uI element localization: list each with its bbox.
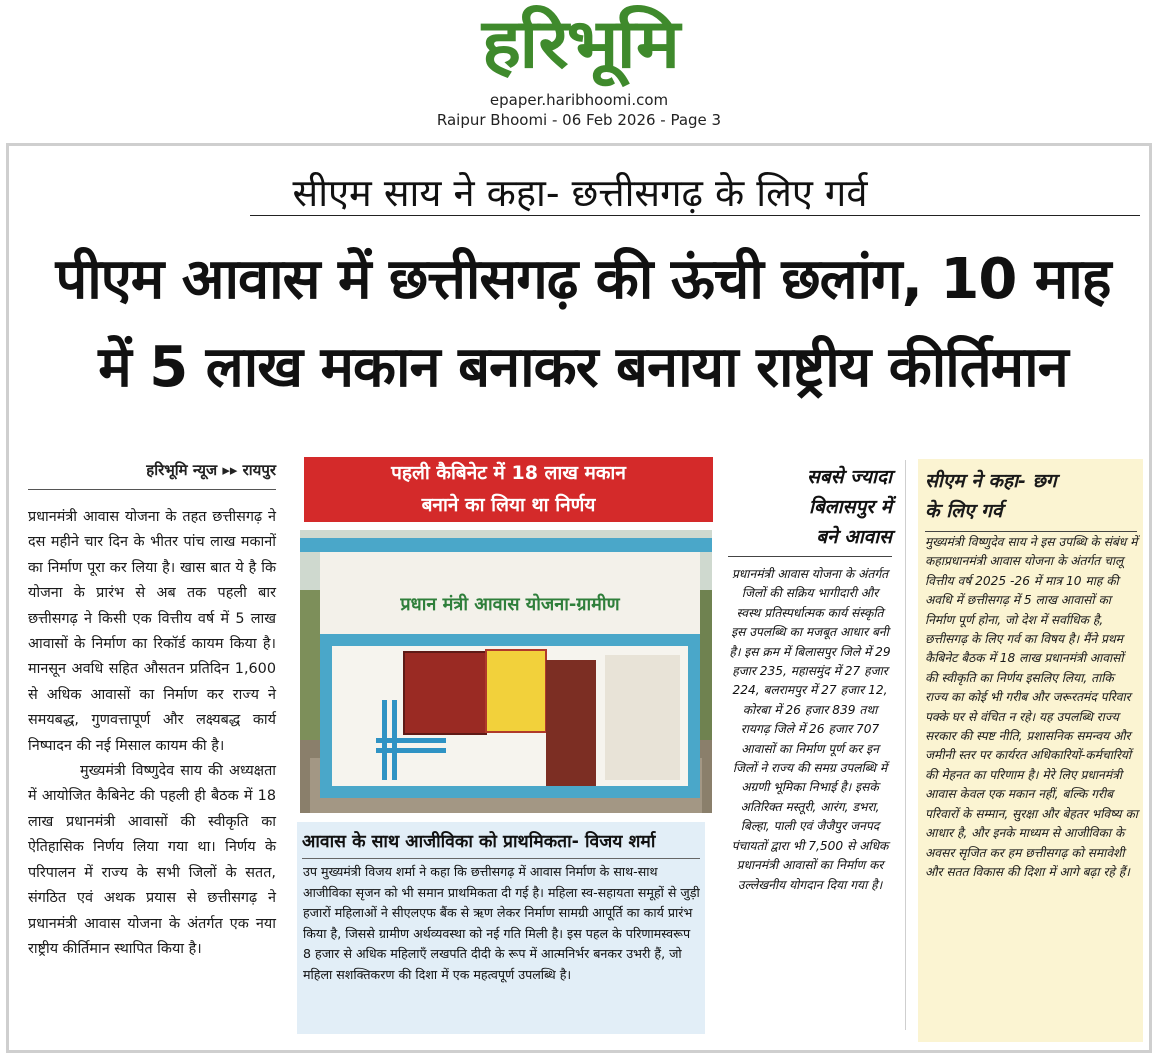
bilaspur-divider xyxy=(728,556,892,557)
bilaspur-title-line-3: बने आवास xyxy=(816,526,892,548)
cm-quote-title-line-2: के लिए गर्व xyxy=(925,500,1003,522)
site-url[interactable]: epaper.haribhoomi.com xyxy=(489,91,669,109)
photo-sign: प्रधान मंत्री आवास योजना-ग्रामीण xyxy=(400,594,620,615)
cm-quote-title-line-1: सीएम ने कहा- छग xyxy=(925,470,1057,492)
vijay-sharma-title: आवास के साथ आजीविका को प्राथमिकता- विजय शर्मा xyxy=(302,832,656,852)
headline-line-2: में 5 लाख मकान बनाकर बनाया राष्ट्रीय कीर्तिमान xyxy=(98,335,1068,400)
banner-line-1: पहली कैबिनेट में 18 लाख मकान xyxy=(391,462,626,484)
column-divider xyxy=(905,460,906,1030)
kicker-divider xyxy=(250,215,1140,216)
bilaspur-title-line-2: बिलासपुर में xyxy=(809,496,892,518)
headline-line-1: पीएम आवास में छत्तीसगढ़ की ऊंची छलांग, 10 माह xyxy=(55,247,1111,312)
logo-text: हरिभूमि xyxy=(481,4,679,84)
body-paragraph: प्रधानमंत्री आवास योजना के तहत छत्तीसगढ़ ने दस महीने चार दिन के भीतर पांच लाख मकानों का निर्माण पूरा कर लिया है। खास बात ये है कि योजना के प्रारंभ से अब तक पहली बार छत्तीसगढ़ ने किसी एक वित्तीय वर्ष में 5 लाख आवासों के निर्माण का रिकॉर्ड कायम किया है। मानसून अवधि सहित औसतन प्रतिदिन 1,600 से अधिक आवासों का निर्माण कर राज्य ने समयबद्ध, गुणवत्तापूर्ण और लक्ष्यबद्ध कार्य निष्पादन की नई मिसाल कायम की है। xyxy=(28,509,276,754)
body-paragraph: मुख्यमंत्री विष्णुदेव साय की अध्यक्षता में आयोजित कैबिनेट की पहली ही बैठक में 18 लाख प्रधानमंत्री आवासों की स्वीकृति का ऐतिहासिक निर्णय लिया गया था। निर्णय के परिपालन में राज्य के सभी जिलों के सतत, संगठित एवं अथक प्रयास से छत्तीसगढ़ ने प्रधानमंत्री आवास योजना के अंतर्गत एक नया राष्ट्रीय कीर्तिमान स्थापित किया है। xyxy=(28,763,276,957)
byline-divider xyxy=(28,489,276,490)
vijay-sharma-divider xyxy=(302,858,700,859)
bilaspur-body: प्रधानमंत्री आवास योजना के अंतर्गत जिलों की सक्रिय भागीदारी और स्वस्थ प्रतिस्पर्धात्मक कार्य संस्कृति इस उपलब्धि का मजबूत आधार बनी है। इस क्रम में बिलासपुर जिले में 29 हजार 235, महासमुंद में 27 हजार 224, बलरामपुर में 27 हजार 12, कोरबा में 26 हजार 839 तथा रायगढ़ जिले में 26 हजार 707 आवासों का निर्माण पूर्ण कर इन जिलों ने राज्य की समग्र उपलब्धि में अग्रणी भूमिका निभाई है। इसके अतिरिक्त मस्तूरी, आरंग, डभरा, बिल्हा, पाली एवं जैजैपुर जनपद पंचायतों द्वारा भी 7,500 से अधिक प्रधानमंत्री आवासों का निर्माण कर उल्लेखनीय योगदान दिया गया है। xyxy=(729,567,891,892)
haribhoomi-logo[interactable] xyxy=(420,2,740,86)
cm-quote-body: मुख्यमंत्री विष्णुदेव साय ने इस उपब्धि के संबंध में कहाप्रधानमंत्री आवास योजना के अंतर्गत चालू वित्तीय वर्ष 2025 -26 में मात्र 10 माह की अवधि में छत्तीसगढ़ में 5 लाख आवासों का निर्माण पूर्ण होना, जो देश में सर्वाधिक है, छत्तीसगढ़ के लिए गर्व का विषय है। मैंने प्रथम कैबिनेट बैठक में 18 लाख प्रधानमंत्री आवासों की स्वीकृति का निर्णय इसलिए लिया, ताकि राज्य का कोई भी गरीब और जरूरतमंद परिवार पक्के घर से वंचित न रहे। यह उपलब्धि राज्य सरकार की स्पष्ट नीति, प्रशासनिक समन्वय और जमीनी स्तर पर कार्यरत अधिकारियों-कर्मचारियों की मेहनत का परिणाम है। मेरे लिए प्रधानमंत्री आवास केवल एक मकान नहीं, बल्कि गरीब परिवारों के सम्मान, सुरक्षा और बेहतर भविष्य का आधार है, और इनके माध्यम से आजीविका के अवसर सृजित कर हम छत्तीसगढ़ को समावेशी और सतत विकास की दिशा में आगे बढ़ा रहे हैं। xyxy=(925,535,1138,879)
edition-info: Raipur Bhoomi - 06 Feb 2026 - Page 3 xyxy=(436,111,722,129)
masthead xyxy=(0,0,1158,140)
article-kicker: सीएम साय ने कहा- छत्तीसगढ़ के लिए गर्व xyxy=(292,171,868,215)
article-headline xyxy=(18,236,1148,412)
cabinet-decision-banner xyxy=(304,457,713,522)
bilaspur-title xyxy=(728,462,892,552)
cm-quote-divider xyxy=(925,531,1137,532)
vijay-sharma-body: उप मुख्यमंत्री विजय शर्मा ने कहा कि छत्तीसगढ़ में आवास निर्माण के साथ-साथ आजीविका सृजन को भी समान प्राथमिकता दी गई है। महिला स्व-सहायता समूहों से जुड़ी हजारों महिलाओं ने सीएलएफ बैंक से ऋण लेकर निर्माण सामग्री आपूर्ति का कार्य प्रारंभ किया है, जिससे ग्रामीण अर्थव्यवस्था को नई गति मिली है। इस पहल के परिणामस्वरूप 8 हजार से अधिक महिलाएँ लखपति दीदी के रूप में आत्मनिर्भर बनकर उभरी हैं, जो महिला सशक्तिकरण की दिशा में एक महत्वपूर्ण उपलब्धि है। xyxy=(303,864,700,982)
article-body xyxy=(28,505,276,962)
banner-line-2: बनाने का लिया था निर्णय xyxy=(421,494,596,516)
bilaspur-title-line-1: सबसे ज्यादा xyxy=(807,466,892,488)
housing-photo xyxy=(300,530,712,813)
byline: हरिभूमि न्यूज ▸▸ रायपुर xyxy=(146,461,276,479)
cm-quote-title xyxy=(925,466,1137,526)
